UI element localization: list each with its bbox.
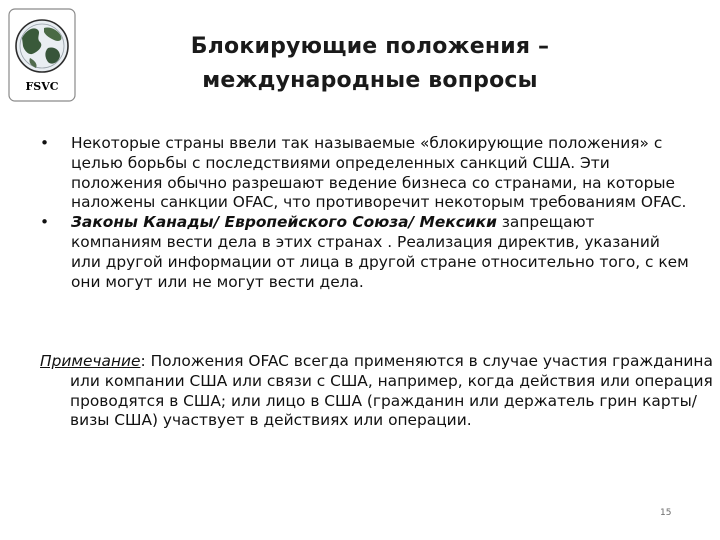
bullet-list [40, 134, 690, 292]
bullet-item-2 [40, 213, 690, 292]
bullet-item-1 [40, 134, 690, 213]
note-paragraph [40, 352, 720, 431]
note-label: Примечание [40, 352, 141, 370]
note-separator: : [140, 352, 146, 370]
fsvc-logo [8, 8, 76, 102]
page-number: 15 [660, 508, 672, 518]
note-text: Положения OFAC всегда применяются в случае участия гражданина или компании США или связи с США, например, когда действия или операция проводятся в США; или лицо в США (гражданин или держатель грин карты/ визы США) участвует в действиях или операции. [70, 352, 713, 430]
bullet-text: запрещают компаниям вести дела в этих странах . Реализация директив, указаний или другой информации от лица в другой стране относительно того, с кем они могут или не могут вести дела. [71, 213, 689, 291]
globe-logo-graphic [8, 8, 76, 102]
logo-text: FSVC [25, 80, 59, 93]
title-line-2: международные вопросы [202, 68, 538, 93]
bullet-dot-icon: • [40, 134, 50, 152]
slide-title [100, 30, 640, 98]
bullet-text: Некоторые страны ввели так называемые «блокирующие положения» с целью борьбы с последствиями определенных санкций США. Эти положения обычно разрешают ведение бизнеса со странами, на которые наложены санкции OFAC, что противоречит некоторым требованиям OFAC. [71, 134, 687, 212]
bullet-emphasis: Законы Канады/ Европейского Союза/ Мексики [71, 213, 497, 232]
title-line-1: Блокирующие положения – [190, 34, 550, 59]
bullet-dot-icon: • [40, 213, 50, 232]
